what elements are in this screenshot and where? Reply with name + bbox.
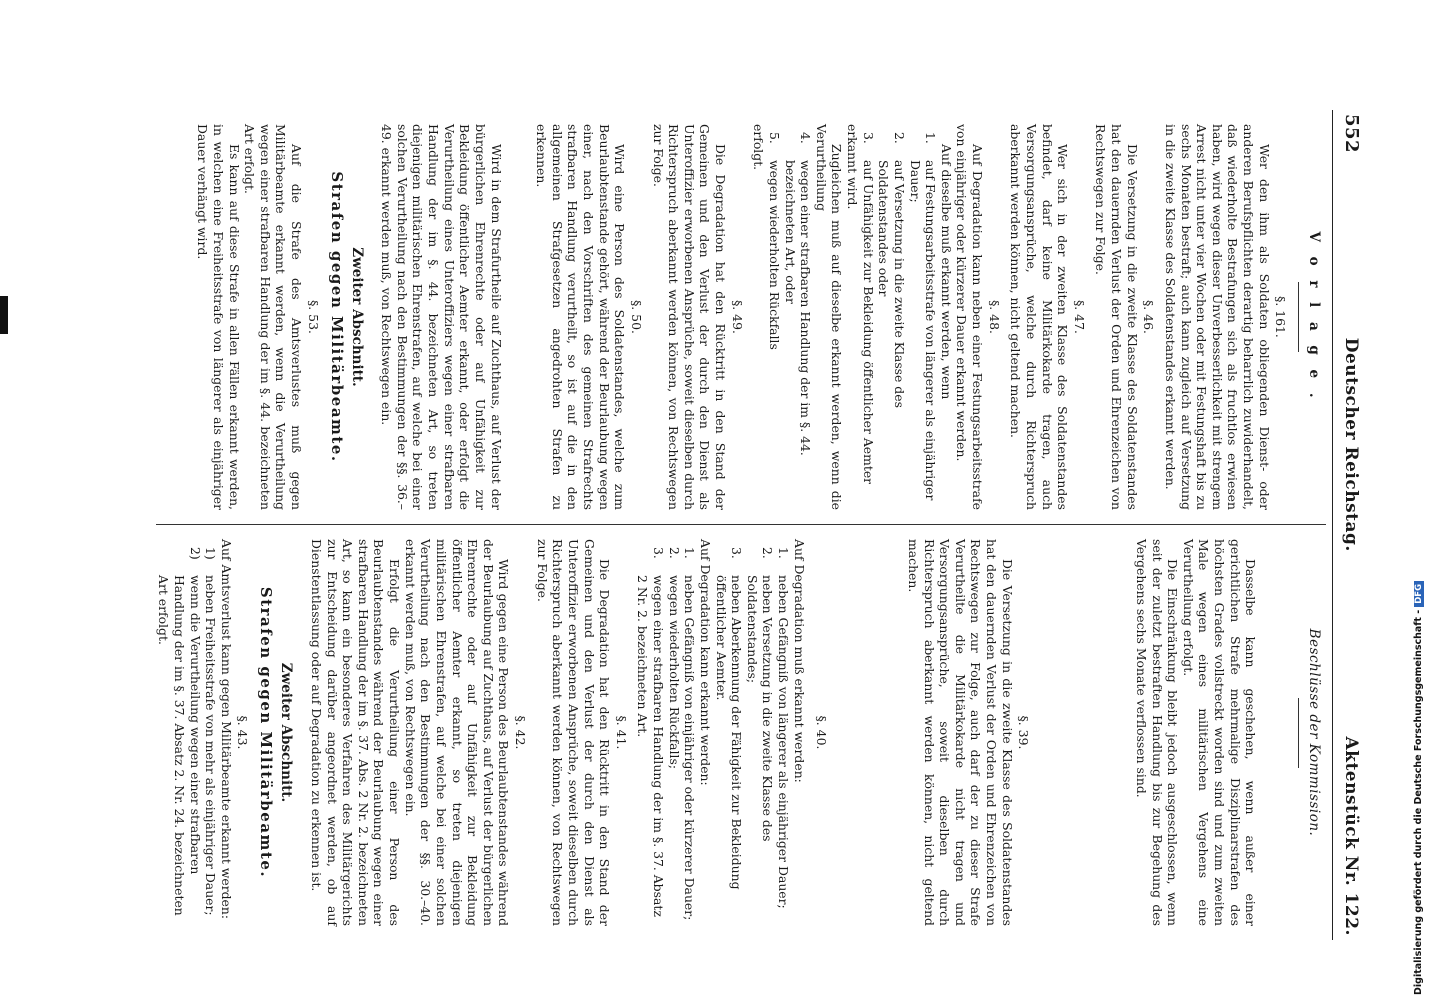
paragraph-number: §. 43. <box>235 715 251 750</box>
list-item-number: 2. <box>891 132 907 144</box>
title-rule <box>1298 698 1299 768</box>
dfg-logo: DFG <box>1414 581 1424 607</box>
section-heading <box>256 539 294 926</box>
column-kommission <box>156 525 1327 940</box>
body-paragraph: Wer den ihm als Soldaten obliegenden Dienst- oder anderen Berufspflichten derartig beharrlich zuwiderhandelt, daß wiederholte Bestrafungen sich als fruchtlos erwiesen haben, wird wegen dieser Unverbesserlichkeit mit strengem Arrest nicht unter vier Wochen oder mit Festungshaft bis zu sechs Monaten bestraft; auch kann zugleich auf Versetzung in die zweite Klasse des Soldatenstandes erkannt werden. <box>1162 124 1272 510</box>
list-item-number: 1) <box>203 547 219 560</box>
body-paragraph: Auf Degradation kann erkannt werden: <box>697 539 713 786</box>
list-item <box>666 547 682 926</box>
list-item <box>156 547 203 926</box>
list-item-number: 2) <box>187 547 203 560</box>
list-item-text: wenn die Verurtheilung wegen einer strafbaren Handlung der im §. 37. Absatz 2. Nr. 24. bezeichneten Art erfolgt. <box>156 575 203 916</box>
list-item-number: 1. <box>682 547 698 559</box>
list-item-text: auf Versetzung in die zweite Klasse des Soldatenstandes oder <box>876 160 907 408</box>
list-item <box>713 547 745 926</box>
list-item-text: neben Gefängniß von längerer als einjähriger Dauer; <box>776 575 792 909</box>
vertical-space <box>807 539 813 926</box>
digitization-credit <box>1413 581 1424 995</box>
list-item <box>907 132 939 510</box>
page-header <box>1333 110 1362 940</box>
body-paragraph: Zugleichen muß auf dieselbe erkannt werden, wenn die Verurtheilung <box>813 124 845 510</box>
list-item-text: neben Versetzung in die zweite Klasse des Soldatenstandes; <box>744 575 776 842</box>
numbered-list <box>860 132 939 510</box>
body-paragraph: Auf die Strafe des Amtsverlustes muß gegen Militärbeamte erkannt werden, wenn die Verurtheilung wegen einer strafbaren Handlung der im §. 44. bezeichneten Art erfolgt. <box>242 124 305 510</box>
paragraph-number: §. 47. <box>1071 300 1087 334</box>
list-item-text: auf Unfähigkeit zur Bekleidung öffentlicher Aemter <box>860 160 876 485</box>
paragraph-number: §. 50. <box>628 300 644 334</box>
list-item-text: wegen einer strafbaren Handlung der im §. 44. bezeichneten Art, oder <box>782 160 814 456</box>
list-item <box>876 132 907 510</box>
header-rule <box>1332 110 1333 940</box>
list-item-text: neben Aberkennung der Fähigkeit zur Bekleidung öffentlicher Aemter. <box>713 575 745 890</box>
body-paragraph: Dasselbe kann geschehen, wenn außer einer gerichtlichen Strafe mehrmalige Disziplinarstrafen des höchsten Grades vollstreckt worden sind und zum zweiten Male wegen eines militärischen Vergehens eine Verurtheilung erfolgt. <box>1180 539 1259 926</box>
column-title-kommission: Beschlüsse der Kommission. <box>1306 628 1323 837</box>
paragraph-number: §. 40. <box>814 715 830 750</box>
list-item <box>860 132 876 510</box>
numbered-list <box>635 547 698 926</box>
paragraph-number: §. 41. <box>613 715 629 750</box>
vertical-space <box>1258 539 1288 926</box>
list-item-number: 3. <box>860 132 876 144</box>
paragraph-number: §. 39. <box>1016 715 1032 750</box>
list-item-number: 1. <box>776 547 792 559</box>
vertical-space <box>504 124 534 510</box>
list-item-text: wegen einer strafbaren Handlung der im §. 37. Absatz 2 Nr. 2. bezeichneten Art. <box>635 575 667 917</box>
list-item-number: 5. <box>766 132 782 144</box>
paragraph-number: §. 46. <box>1141 300 1157 334</box>
page-number: 552 <box>1341 114 1362 154</box>
list-item <box>775 547 792 926</box>
list-item <box>203 547 219 926</box>
body-paragraph: Die Degradation hat den Rücktritt in den Stand der Gemeinen und den Verlust der durch den Dienst als Unteroffizier erworbenen Ansprüche, soweit dieselben durch Richterspruch aberkannt werden können, von Rechtswegen zur Folge. <box>650 124 729 510</box>
body-paragraph: Auf Amtsverlust kann gegen Militärbeamte erkannt werden: <box>218 539 234 920</box>
column-title-vorlage: V o r l a g e . <box>1306 231 1323 403</box>
paragraph-number: §. 42. <box>513 715 529 750</box>
section-title: Zweiter Abschnitt. <box>278 662 295 803</box>
body-paragraph: Auf Degradation kann neben einer Festungsarbeitsstrafe von einjähriger oder kürzerer Dauer erkannt werden. <box>954 124 986 510</box>
numbered-list <box>156 547 219 926</box>
list-item-number: 2. <box>760 547 776 559</box>
numbered-list <box>713 547 792 926</box>
body-paragraph: Wird eine Person des Soldatenstandes, welche zum Beurlaubtenstande gehört, während der Beurlaubung wegen einer, nach den Vorschriften des gemeinen Strafrechts strafbaren Handlung verurtheilt, so ist auf die in den allgemeinen Strafgesetzen angedrohten Strafen zu erkennen. <box>534 124 628 510</box>
credit-text: Digitalisierung gefördert durch die Deutsche Forschungsgemeinschaft - <box>1413 609 1424 995</box>
body-paragraph: Wird in dem Strafurtheile auf Zuchthaus, auf Verlust der bürgerlichen Ehrenrechte oder auf Unfähigkeit zur Bekleidung öffentlicher Aemter erkannt, oder erfolgt die Verurtheilung eines Unteroffiziers wegen einer strafbaren Handlung der im §. 44. bezeichneten Art, so treten diejenigen militärischen Ehrenstrafen, auf welche bei einer solchen Verurtheilung nach den Bestimmungen der §§. 36.–49. erkannt werden muß, von Rechtswegen ein. <box>379 124 504 510</box>
list-item-text: wegen wiederholten Rückfalls; <box>666 575 682 770</box>
vertical-space <box>1037 539 1133 926</box>
body-paragraph: Die Einschränkung bleibt jedoch ausgeschlossen, wenn seit der zuletzt bestraften Handlung bis zur Begehung des Vergehens sechs Monate verflossen sind. <box>1133 539 1181 926</box>
section-title: Zweiter Abschnitt. <box>348 247 365 387</box>
list-item <box>635 547 667 926</box>
list-item-number: 4. <box>798 132 814 144</box>
list-item <box>682 547 698 926</box>
section-subtitle: Strafen gegen Militärbeamte. <box>257 586 276 879</box>
body-paragraph: erkannt wird. <box>845 124 861 210</box>
body-paragraph: Wer sich in der zweiten Klasse des Soldatenstandes befindet, darf keine Militärkokarde tragen, auch Versorgungsansprüche, welche durch Richterspruch aberkannt werden können, nicht geltend machen. <box>1008 124 1071 510</box>
publication-title: Deutscher Reichstag. <box>1341 337 1361 552</box>
paragraph-number: §. 49. <box>729 300 745 334</box>
list-item <box>744 547 776 926</box>
list-item <box>766 132 782 510</box>
list-item-text: auf Festungsarbeitsstrafe von längerer als einjähriger Dauer; <box>907 160 939 501</box>
body-paragraph: Es kann auf diese Strafe in allen Fällen erkannt werden, in welchen eine Freiheitsstrafe von längerer als einjähriger Dauer verhängt wird. <box>195 124 242 510</box>
vertical-space <box>835 539 905 926</box>
list-item <box>782 132 814 510</box>
two-column-body <box>156 110 1327 940</box>
paragraph-number: §. 53. <box>305 300 321 334</box>
column-vorlage <box>156 110 1327 525</box>
body-paragraph: Auf Degradation muß erkannt werden: <box>791 539 807 783</box>
body-paragraph: Wird gegen eine Person des Beurlaubtenstandes während der Beurlaubung auf Zuchthaus, auf Verlust der bürgerlichen Ehrenrechte oder auf Unfähigkeit zur Bekleidung öffentlicher Aemter erkannt, so treten diejenigen militärischen Ehrenstrafen, auf welche bei einer solchen Verurtheilung nach den Bestimmungen der §§. 30.–40. erkannt werden muß, von Rechtswegen ein. <box>402 539 512 927</box>
list-item-text: wegen wiederholten Rückfalls <box>766 160 782 350</box>
body-paragraph: Die Degradation hat den Rücktritt in den Stand der Gemeinen und den Verlust der durch den Dienst als Unteroffizier erworbenen Ansprüche, soweit dieselben durch Richterspruch aberkannt werden können, von Rechtswegen zur Folge. <box>534 539 613 926</box>
body-paragraph: Die Versetzung in die zweite Klasse des Soldatenstandes hat den dauernden Verlust der Orden und Ehrenzeichen von Rechtswegen zur Folge, auch darf der zu dieser Strafe Verurtheilte die Militärkokarde nicht tragen und Versorgungsansprüche, soweit dieselben durch Richterspruch aberkannt werden können, nicht geltend machen. <box>905 539 1015 926</box>
section-heading <box>327 124 365 510</box>
list-item-text: neben Gefängniß von einjähriger oder kürzerer Dauer; <box>682 575 698 921</box>
list-item-number: 3. <box>729 547 745 559</box>
list-item-number: 3. <box>651 547 667 559</box>
body-paragraph: Auf dieselbe muß erkannt werden, wenn <box>938 144 954 400</box>
list-item-number: 1. <box>923 132 939 144</box>
title-rule <box>1298 282 1299 352</box>
paragraph-number: §. 161. <box>1273 296 1289 338</box>
body-paragraph: Erfolgt die Verurtheilung einer Person des Beurlaubtenstandes während der Beurlaubung wegen einer strafbaren Handlung der im §. 37. Abs. 2 Nr. 2. bezeichneten Art, so kann ein besonderes Verfahren des Militärgerichts zur Entscheidung darüber angeordnet werden, ob auf Dienstentlassung oder auf Degradation zu erkennen ist. <box>308 539 403 926</box>
document-reference: Aktenstück Nr. 122. <box>1341 736 1361 936</box>
list-item-text: neben Freiheitsstrafe von mehr als einjähriger Dauer; <box>203 575 219 916</box>
section-subtitle: Strafen gegen Militärbeamte. <box>327 171 346 463</box>
body-paragraph: erfolgt. <box>751 124 767 171</box>
numbered-list <box>766 132 814 510</box>
paragraph-number: §. 48. <box>986 300 1002 334</box>
body-paragraph: Die Versetzung in die zweite Klasse des Soldatenstandes hat den dauernden Verlust der Orden und Ehrenzeichen von Rechtswegen zur Folge. <box>1093 124 1140 510</box>
list-item-number: 2. <box>666 547 682 559</box>
